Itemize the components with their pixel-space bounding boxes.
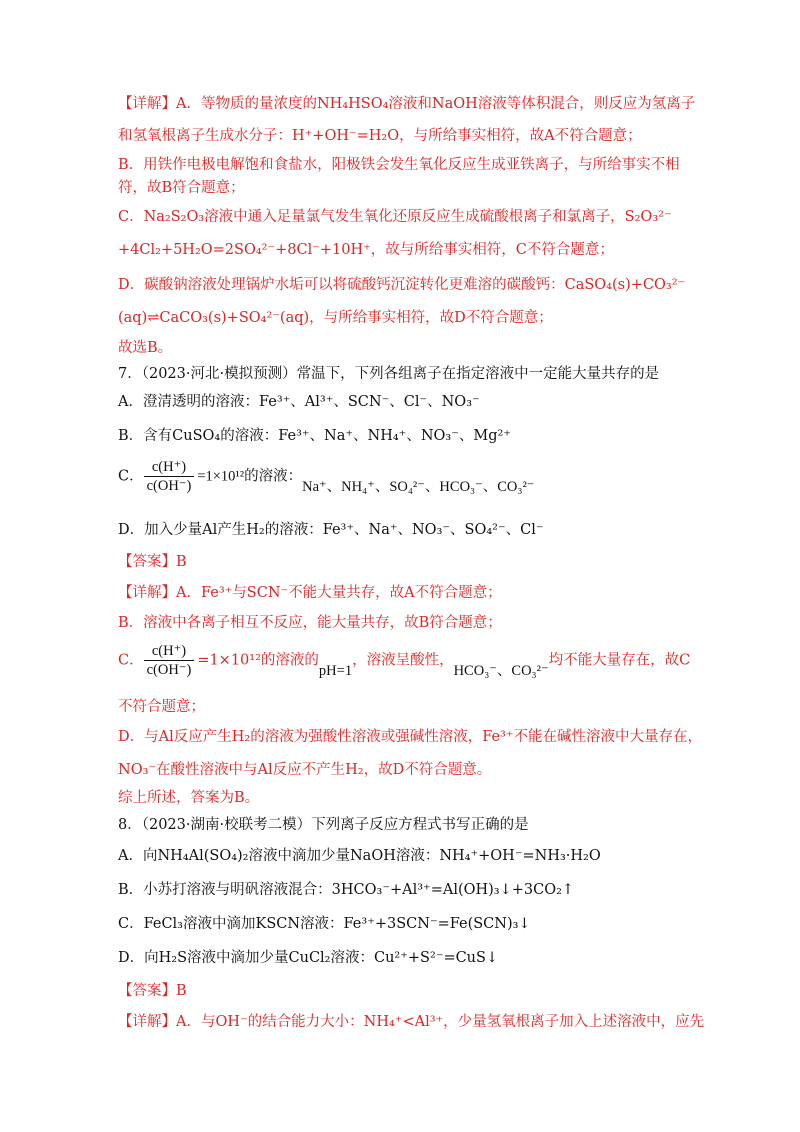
explanation-conclusion: 故选B。 [118,340,173,356]
explanation-line-c-cont: +4Cl₂+5H₂O=2SO₄²⁻+8Cl⁻+10H⁺，故与所给事实相符，C不符合题意； [118,242,614,258]
explanation-7-d-cont: NO₃⁻在酸性溶液中与Al反应不产生H₂，故D不符合题意。 [118,762,492,778]
ion-list: HCO₃⁻、CO₃²⁻ [453,662,549,679]
option-label: C． [118,468,144,485]
acidic-statement: ，溶液呈酸性， [352,652,454,669]
conclusion-text: 均不能大量存在，故C [548,652,691,669]
explanation-7-b: B．溶液中各离子相互不反应，能大量共存，故B符合题意； [118,615,502,631]
fraction-denominator: c(OH⁻) [146,662,192,678]
explanation-line-a-cont: 和氢氧根离子生成水分子：H⁺+OH⁻=H₂O，与所给事实相符，故A不符合题意； [118,128,642,144]
question-8-option-b: B．小苏打溶液与明矾溶液混合：3HCO₃⁻+Al³⁺=Al(OH)₃↓+3CO₂↑ [118,882,575,898]
question-8-option-c: C．FeCl₃溶液中滴加KSCN溶液：Fe³⁺+3SCN⁻=Fe(SCN)₃↓ [118,916,531,932]
ph-value: pH=1 [318,662,353,679]
question-7-option-a: A．澄清透明的溶液：Fe³⁺、Al³⁺、SCN⁻、Cl⁻、NO₃⁻ [118,394,480,410]
explanation-line-d: D．碳酸钠溶液处理锅炉水垢可以将硫酸钙沉淀转化更难溶的碳酸钙：CaSO₄(s)+CO₃²⁻ [118,277,686,293]
ion-list: Na⁺、NH₄⁺、SO₄²⁻、HCO₃⁻、CO₃²⁻ [302,478,535,495]
question-7-option-c [118,458,534,495]
explanation-7-c [118,642,690,679]
concentration-ratio-fraction [144,458,195,495]
question-8-option-d: D．向H₂S溶液中滴加少量CuCl₂溶液：Cu²⁺+S²⁻=CuS↓ [118,950,499,966]
ratio-equation: =1×10¹²的溶液的 [197,652,319,669]
explanation-7-c-cont: 不符合题意； [118,699,205,715]
fraction-numerator: c(H⁺) [144,642,195,661]
explanation-7-d: D．与Al反应产生H₂的溶液为强酸性溶液或强碱性溶液，Fe³⁺不能在碱性溶液中大量存在， [118,729,703,745]
question-7-stem: 7．（2023·河北·模拟预测）常温下，下列各组离子在指定溶液中一定能大量共存的是 [118,366,660,382]
answer-8: 【答案】B [118,983,187,999]
question-7-option-b: B．含有CuSO₄的溶液：Fe³⁺、Na⁺、NH₄⁺、NO₃⁻、Mg²⁺ [118,428,511,444]
explanation-line-b: B．用铁作电极电解饱和食盐水，阳极铁会发生氧化反应生成亚铁离子，与所给事实不相 [118,157,680,173]
explanation-line-a: 【详解】A．等物质的量浓度的NH₄HSO₄溶液和NaOH溶液等体积混合，则反应为氢离子 [118,96,696,112]
explanation-7-a: 【详解】A．Fe³⁺与SCN⁻不能大量共存，故A不符合题意； [118,585,502,601]
question-8-option-a: A．向NH₄Al(SO₄)₂溶液中滴加少量NaOH溶液：NH₄⁺+OH⁻=NH₃·H₂O [118,848,601,864]
explanation-7-summary: 综上所述，答案为B。 [118,790,260,806]
concentration-ratio-fraction [144,642,195,679]
explanation-line-b-cont: 符，故B符合题意； [118,180,245,196]
option-label: C． [118,652,144,669]
question-8-stem: 8．（2023·湖南·校联考二模）下列离子反应方程式书写正确的是 [118,817,529,833]
fraction-numerator: c(H⁺) [144,458,195,477]
explanation-8-a: 【详解】A．与OH⁻的结合能力大小：NH₄⁺<Al³⁺，少量氢氧根离子加入上述溶液中，应先 [118,1014,705,1030]
answer-7: 【答案】B [118,554,187,570]
fraction-denominator: c(OH⁻) [146,478,192,494]
ratio-equation: =1×10¹²的溶液： [197,468,303,485]
question-7-option-d: D．加入少量Al产生H₂的溶液：Fe³⁺、Na⁺、NO₃⁻、SO₄²⁻、Cl⁻ [118,522,544,538]
explanation-line-c: C．Na₂S₂O₃溶液中通入足量氯气发生氧化还原反应生成硫酸根离子和氯离子，S₂O₃²⁻ [118,209,672,225]
explanation-line-d-cont: (aq)⇌CaCO₃(s)+SO₄²⁻(aq)，与所给事实相符，故D不符合题意； [118,310,553,326]
